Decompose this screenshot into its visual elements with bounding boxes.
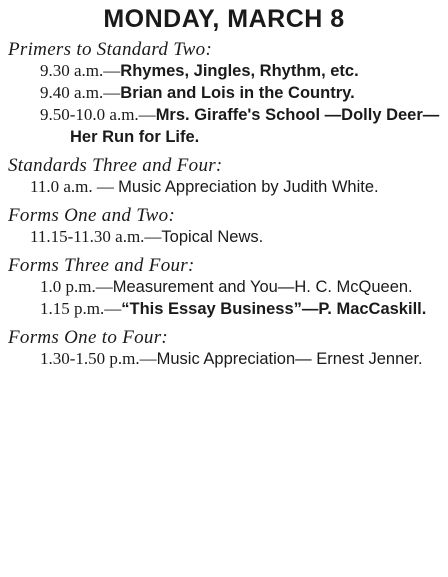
section-primers-to-standard-two (8, 40, 440, 148)
entry-time: 1.15 p.m.— (40, 299, 122, 318)
section-heading: Standards Three and Four: (8, 155, 223, 176)
entry-description: Music Appreciation by Judith White. (118, 178, 379, 196)
entry-description: Rhymes, Jingles, Rhythm, etc. (120, 62, 359, 80)
section-forms-one-to-four (8, 328, 440, 370)
schedule-entry (8, 104, 440, 148)
entry-time: 1.30-1.50 p.m.— (40, 349, 157, 368)
schedule-entry (8, 226, 440, 248)
page-title: MONDAY, MARCH 8 (103, 5, 345, 33)
schedule-entry (8, 348, 440, 370)
section-heading: Primers to Standard Two: (8, 39, 213, 60)
entry-time: 11.0 a.m. — (30, 177, 119, 196)
entry-description: “This Essay Business”—P. MacCaskill. (121, 300, 427, 318)
entry-description: Mrs. Giraffe's School —Dolly Deer—Her Run for Life. (70, 106, 440, 146)
section-heading: Forms One and Two: (8, 205, 176, 226)
entry-description: Topical News. (161, 228, 264, 246)
entry-description: Music Appreciation— Ernest Jenner. (156, 350, 423, 368)
schedule-entry (8, 60, 440, 82)
schedule-entry (8, 298, 440, 320)
entry-time: 11.15-11.30 a.m.— (30, 227, 162, 246)
schedule-entry (8, 82, 440, 104)
schedule-entry (8, 176, 440, 198)
section-heading: Forms One to Four: (8, 327, 169, 348)
entry-time: 9.50-10.0 a.m.— (40, 105, 156, 124)
entry-time: 1.0 p.m.— (40, 277, 113, 296)
section-standards-three-and-four (8, 156, 440, 198)
entry-description: Brian and Lois in the Country. (120, 84, 355, 102)
section-heading: Forms Three and Four: (8, 255, 195, 276)
entry-description: Measurement and You—H. C. McQueen. (112, 278, 413, 296)
section-forms-three-and-four (8, 256, 440, 320)
entry-time: 9.40 a.m.— (40, 83, 121, 102)
section-forms-one-and-two (8, 206, 440, 248)
entry-time: 9.30 a.m.— (40, 61, 121, 80)
schedule-entry (8, 276, 440, 298)
